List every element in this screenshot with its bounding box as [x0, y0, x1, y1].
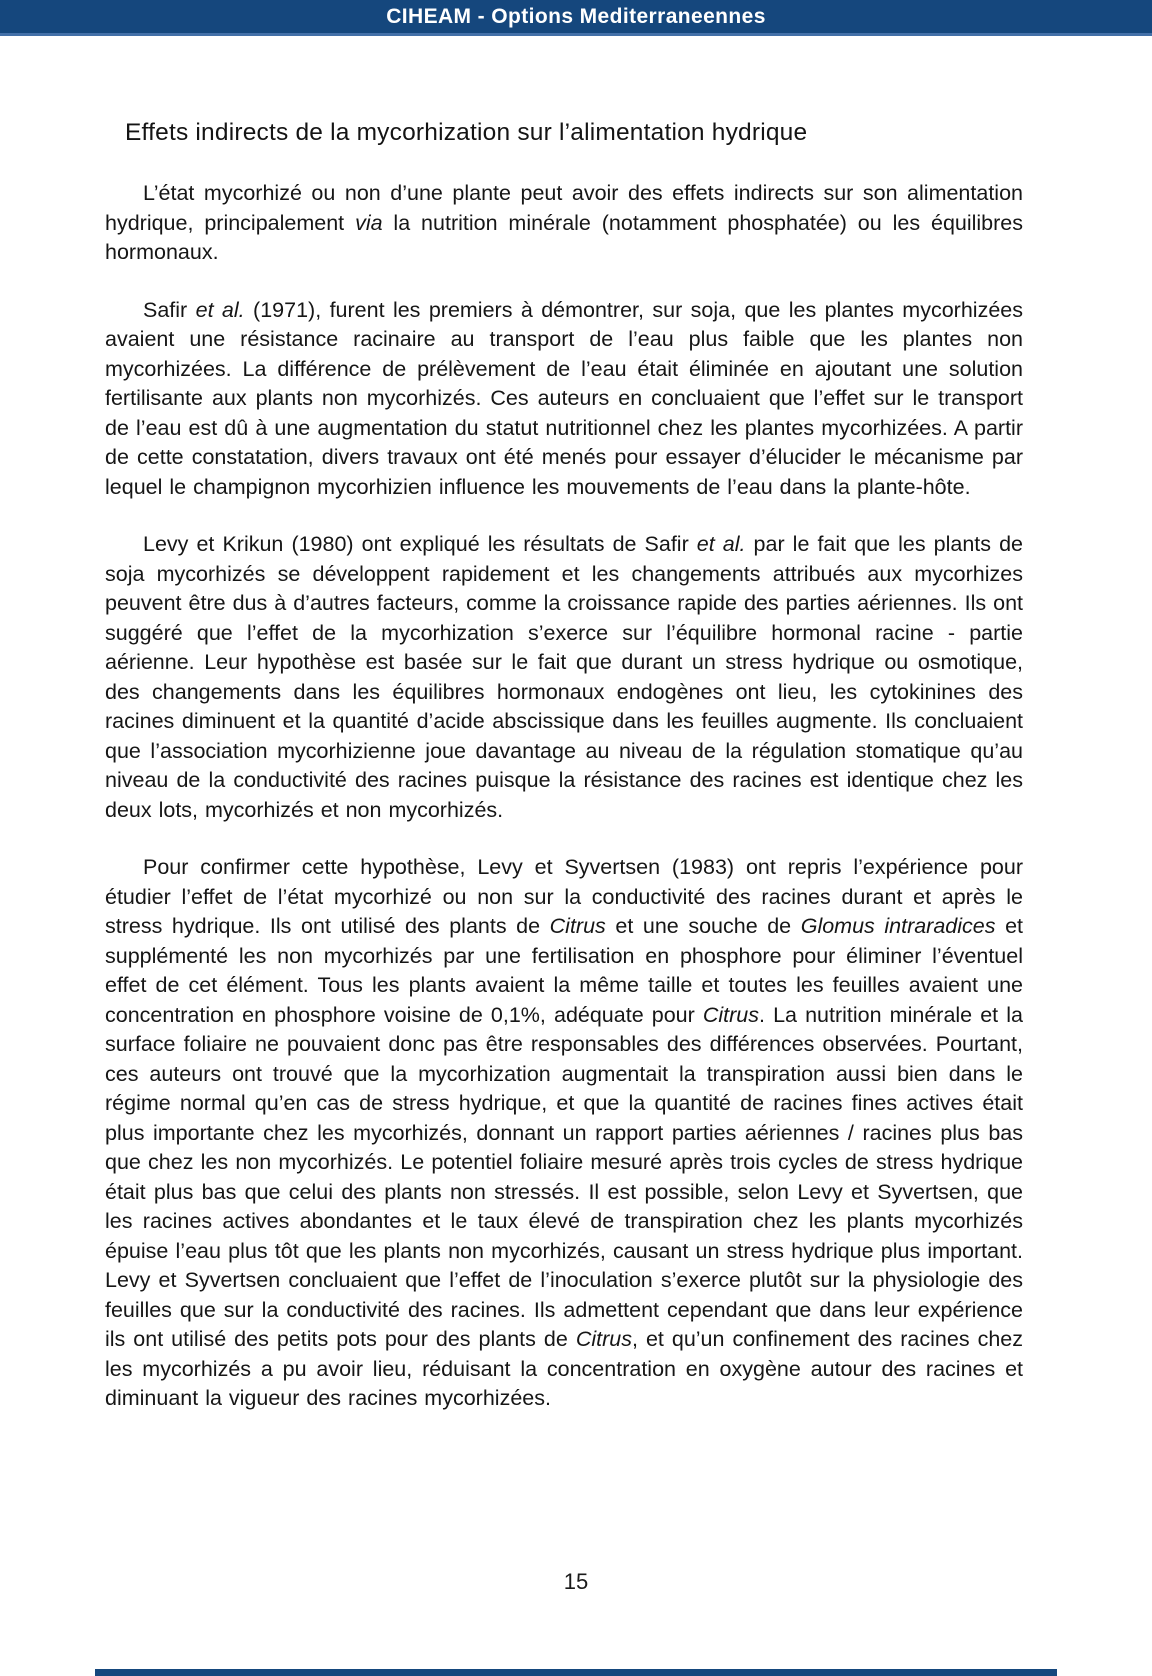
section-title: Effets indirects de la mycorhization sur l’alimentation hydrique [125, 119, 808, 146]
journal-banner-title: CIHEAM - Options Mediterraneennes [386, 4, 766, 28]
article-paragraph: Levy et Krikun (1980) ont expliqué les résultats de Safir et al. par le fait que les plants de soja mycorhizés se développent rapidement et les changements attribués aux mycorhizes peuvent être dus à d’autres facteurs, comme la croissance rapide des parties aériennes. Ils ont suggéré que l’effet de la mycorhization s’exerce sur l’équilibre hormonal racine - partie aérienne. Leur hypothèse est basée sur le fait que durant un stress hydrique ou osmotique, des changements dans les équilibres hormonaux endogènes ont lieu, les cytokinines des racines diminuent et la quantité d’acide abscissique dans les feuilles augmente. Ils concluaient que l’association mycorhizienne joue davantage au niveau de la régulation stomatique qu’au niveau de la conductivité des racines puisque la résistance des racines est identique chez les deux lots, mycorhizés et non mycorhizés. [105, 532, 1023, 822]
page-body [105, 118, 1023, 1442]
page-number: 15 [563, 1569, 589, 1594]
article-paragraph: Pour confirmer cette hypothèse, Levy et Syvertsen (1983) ont repris l’expérience pour étudier l’effet de l’état mycorhizé ou non sur la conductivité des racines durant et après le stress hydrique. Ils ont utilisé des plants de Citrus et une souche de Glomus intraradices et supplémenté les non mycorhizés par une fertilisation en phosphore pour éliminer l’éventuel effet de cet élément. Tous les plants avaient la même taille et toutes les feuilles avaient une concentration en phosphore voisine de 0,1%, adéquate pour Citrus. La nutrition minérale et la surface foliaire ne pouvaient donc pas être responsables des différences observées. Pourtant, ces auteurs ont trouvé que la mycorhization augmentait la transpiration aussi bien dans le régime normal qu’en cas de stress hydrique, et que la quantité de racines fines actives était plus importante chez les mycorhizés, donnant un rapport parties aériennes / racines plus bas que chez les non mycorhizés. Le potentiel foliaire mesuré après trois cycles de stress hydrique était plus bas que celui des plants non stressés. Il est possible, selon Levy et Syvertsen, que les racines actives abondantes et le taux élevé de transpiration chez les plants mycorhizés épuise l’eau plus tôt que les plants non mycorhizés, causant un stress hydrique plus important. Levy et Syvertsen concluaient que l’effet de l’inoculation s’exerce plutôt sur la physiologie des feuilles que sur la conductivité des racines. Ils admettent cependant que dans leur expérience ils ont utilisé des petits pots pour des plants de Citrus, et qu’un confinement des racines chez les mycorhizés a pu avoir lieu, réduisant la concentration en oxygène autour des racines et diminuant la vigueur des racines mycorhizées. [105, 855, 1023, 1410]
journal-banner [0, 0, 1152, 36]
footer-banner-bar [95, 1669, 1057, 1676]
article-paragraph: Safir et al. (1971), furent les premiers à démontrer, sur soja, que les plantes mycorhizées avaient une résistance racinaire au transport de l’eau plus faible que les plantes non mycorhizées. La différence de prélèvement de l’eau était éliminée en ajoutant une solution fertilisante aux plants non mycorhizés. Ces auteurs en concluaient que l’effet sur le transport de l’eau est dû à une augmentation du statut nutritionnel chez les plantes mycorhizées. A partir de cette constatation, divers travaux ont été menés pour essayer d’élucider le mécanisme par lequel le champignon mycorhizien influence les mouvements de l’eau dans la plante-hôte. [105, 297, 1023, 499]
article-text-block [105, 179, 1023, 1414]
article-paragraph: L’état mycorhizé ou non d’une plante peut avoir des effets indirects sur son alimentation hydrique, principalement via la nutrition minérale (notamment phosphatée) ou les équilibres hormonaux. [105, 181, 1024, 264]
